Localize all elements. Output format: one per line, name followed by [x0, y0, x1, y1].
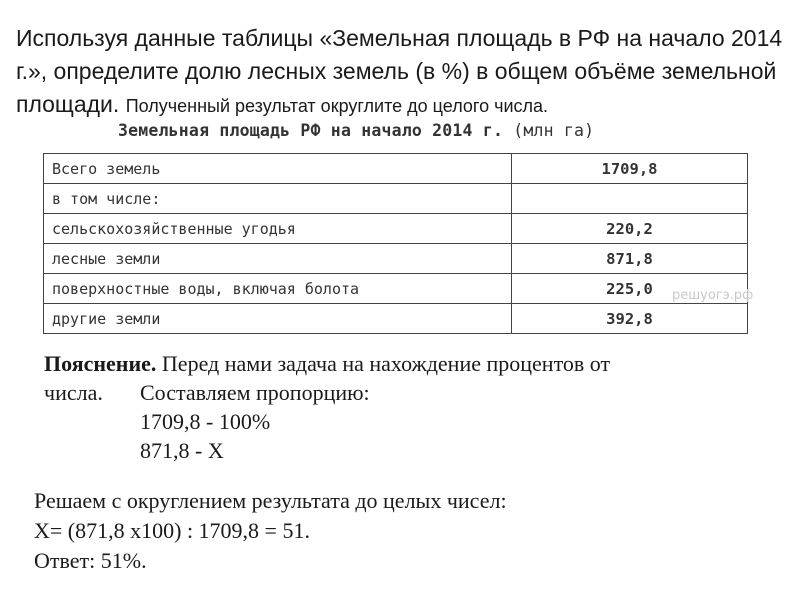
- explanation-line-1: [44, 349, 784, 378]
- answer: Ответ: 51%.: [34, 548, 147, 573]
- row-value: 220,2: [512, 214, 748, 244]
- explanation-text: Перед нами задача на нахождение процентов от: [161, 351, 611, 376]
- table-unit: (млн га): [513, 121, 595, 140]
- solution-line-1: Решаем с округлением результата до целых чисел:: [34, 488, 507, 513]
- proportion-line-2: 871,8 - Х: [140, 438, 224, 463]
- explanation-heading: Пояснение.: [44, 351, 157, 376]
- land-area-table: [43, 153, 748, 334]
- table-row: [44, 304, 748, 334]
- row-label: поверхностные воды, включая болота: [44, 274, 512, 304]
- table-row: [44, 214, 748, 244]
- solution: [34, 486, 774, 576]
- table-row: [44, 184, 748, 214]
- explanation: [44, 349, 784, 465]
- explanation-line-2: [44, 378, 784, 407]
- table-title: [118, 121, 594, 140]
- row-label: другие земли: [44, 304, 512, 334]
- watermark: решуогэ.рф: [672, 288, 754, 303]
- row-value: 1709,8: [512, 154, 748, 184]
- table-row: [44, 244, 748, 274]
- explanation-text-2b: Составляем пропорцию:: [140, 380, 370, 405]
- table-row: [44, 154, 748, 184]
- row-label: в том числе:: [44, 184, 512, 214]
- row-label: лесные земли: [44, 244, 512, 274]
- proportion-line-1: 1709,8 - 100%: [140, 409, 271, 434]
- row-label: сельскохозяйственные угодья: [44, 214, 512, 244]
- row-value: 225,0: [512, 274, 748, 304]
- row-value: [512, 184, 748, 214]
- task-tail: Полученный результат округлите до целого числа.: [125, 96, 549, 116]
- solution-line-2: Х= (871,8 х100) : 1709,8 = 51.: [34, 518, 310, 543]
- row-value: 871,8: [512, 244, 748, 274]
- row-label: Всего земель: [44, 154, 512, 184]
- task-main: Используя данные таблицы «Земельная площадь в РФ на начало 2014 г.», определите долю лесных земель (в %) в общем объёме земельной площади.: [16, 25, 783, 117]
- task-text: [16, 22, 786, 123]
- row-value: 392,8: [512, 304, 748, 334]
- table-title-text: Земельная площадь РФ на начало 2014 г.: [118, 121, 504, 140]
- table-row: [44, 274, 748, 304]
- explanation-text-2a: числа.: [44, 380, 103, 405]
